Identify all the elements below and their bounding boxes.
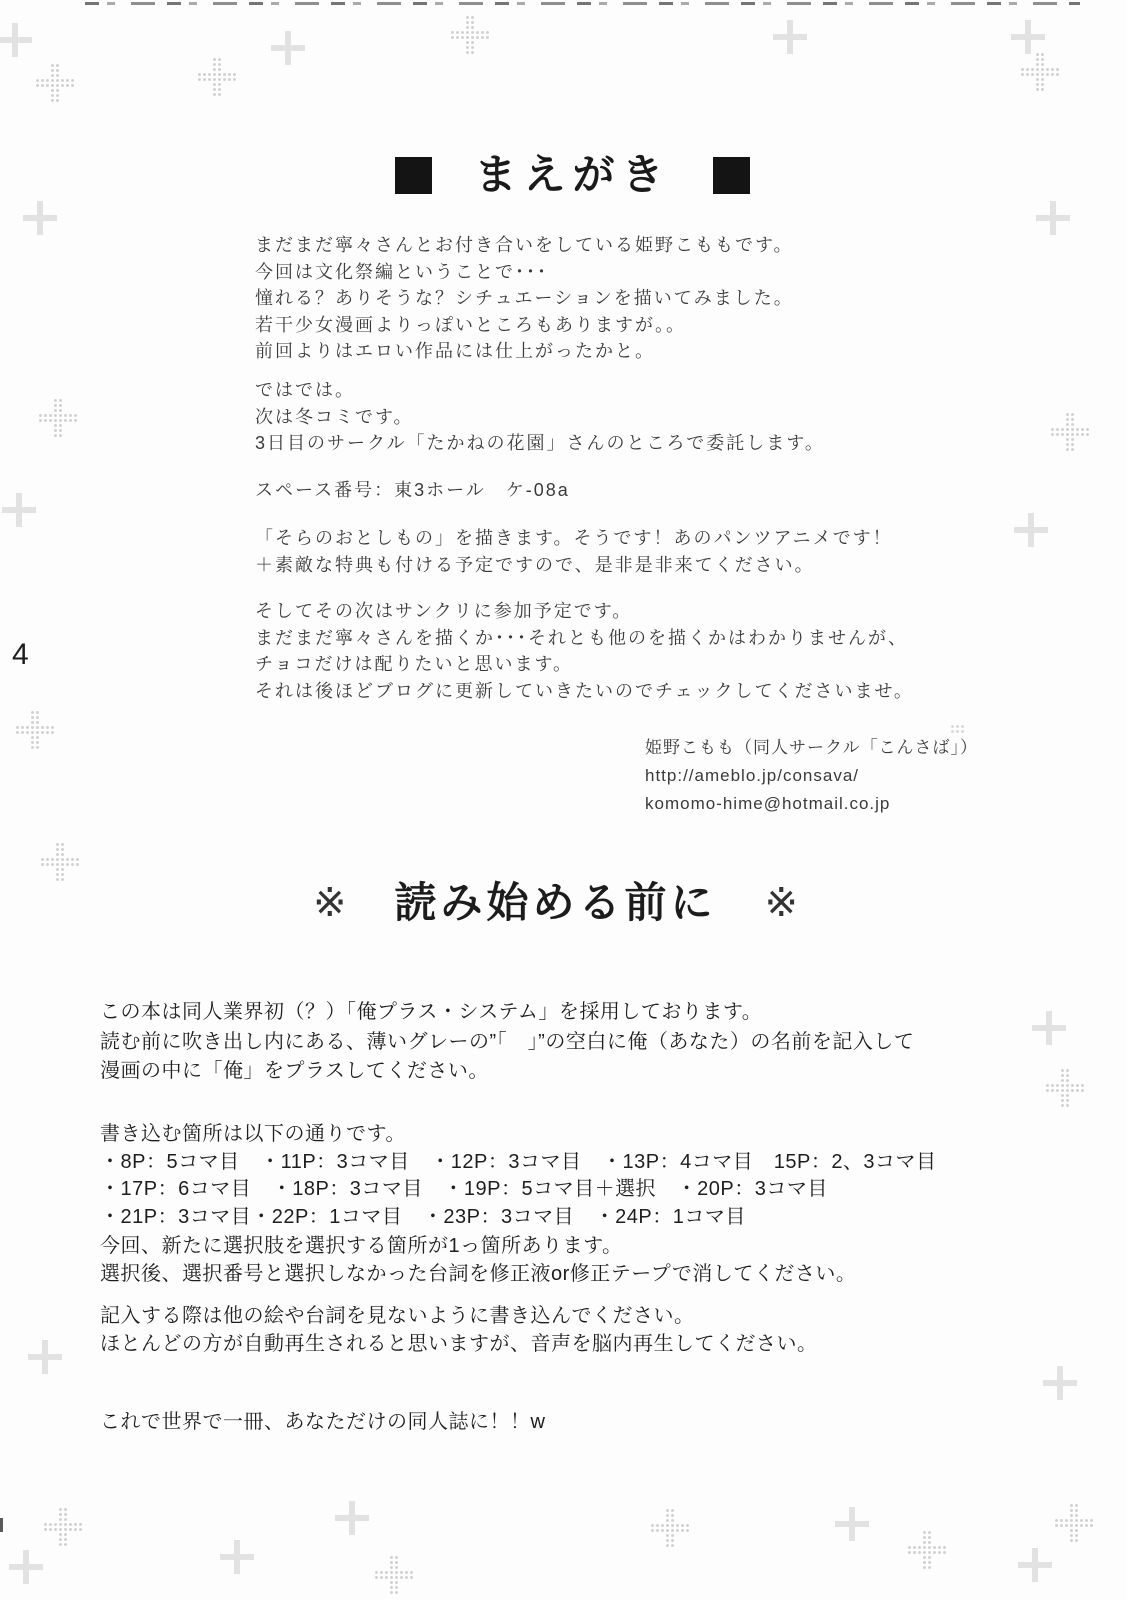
dotted-plus-decoration-icon [15, 710, 55, 750]
text-line: 次は冬コミです。 [255, 406, 414, 427]
text-line: 今回は文化祭編ということで･･･ [255, 261, 548, 282]
text-line: 「そらのおとしもの」を描きます。そうです！あのパンツアニメです！ [255, 528, 893, 548]
selection-note [100, 1232, 856, 1288]
text-line: 選択後、選択番号と選択しなかった台詞を修正液or修正テープで消してください。 [100, 1263, 857, 1285]
plus-decoration-icon [835, 1507, 869, 1541]
dotted-plus-decoration-icon [650, 1508, 690, 1548]
text-line: 記入する際は他の絵や台詞を見ないように書き込んでください。 [100, 1305, 695, 1327]
dotted-plus-decoration-icon [1045, 1068, 1085, 1108]
plus-decoration-icon [23, 201, 57, 235]
text-line: そしてその次はサンクリに参加予定です。 [255, 601, 633, 621]
scan-edge-artifact [0, 1518, 3, 1532]
plus-decoration-icon [2, 493, 36, 527]
dotted-plus-decoration-icon [35, 63, 75, 103]
text-line: 漫画の中に「俺」をプラスしてください。 [100, 1060, 489, 1082]
before-reading-title [0, 879, 1119, 926]
dotted-plus-decoration-icon [43, 1507, 83, 1547]
plus-decoration-icon [1014, 513, 1048, 547]
plus-decoration-icon [773, 20, 807, 54]
preface-heading: まえがき [474, 151, 671, 198]
dotted-plus-decoration-icon [1054, 1503, 1094, 1543]
preface-title [9, 151, 1127, 198]
fill-note [100, 1302, 818, 1358]
reference-mark-icon: ※ [312, 881, 347, 925]
plus-decoration-icon [1011, 20, 1045, 54]
plus-decoration-icon [1018, 1548, 1052, 1582]
plus-decoration-icon [1043, 1366, 1077, 1400]
plus-decoration-icon [28, 1340, 62, 1374]
black-square-icon [713, 157, 750, 194]
text-line: 読む前に吹き出し内にある、薄いグレーの”「 」”の空白に俺（あなた）の名前を記入して [100, 1030, 915, 1053]
plus-decoration-icon [9, 1550, 43, 1584]
text-line: スペース番号：東3ホール ケ-08a [255, 480, 570, 500]
black-square-icon [395, 157, 432, 194]
text-line: チョコだけは配りたいと思います。 [255, 654, 574, 674]
email-address: komomo-hime@hotmail.co.jp [645, 794, 891, 813]
plus-decoration-icon [1032, 1011, 1066, 1045]
text-line: これで世界で一冊、あなただけの同人誌に！！w [100, 1411, 546, 1433]
plus-decoration-icon [335, 1501, 369, 1535]
closing-line [100, 1408, 545, 1436]
list-item: ・8P：5コマ目 ・11P：3コマ目 ・12P：3コマ目 ・13P：4コマ目 15P：2、3コマ目 [100, 1150, 937, 1173]
text-line: それは後ほどブログに更新していきたいのでチェックしてくださいませ。 [255, 680, 914, 701]
preface-paragraph-2 [255, 377, 825, 457]
dotted-plus-decoration-icon [907, 1530, 947, 1570]
fill-in-locations-list [100, 1121, 937, 1231]
author-name: 姫野こもも（同人サークル「こんさば」） [645, 738, 978, 757]
text-line: この本は同人業界初（？）「俺プラス・システム」を採用しております。 [100, 1001, 763, 1023]
plus-decoration-icon [220, 1540, 254, 1574]
plus-decoration-icon [0, 23, 32, 57]
dotted-plus-decoration-icon [40, 842, 80, 882]
page-number: 4 [12, 638, 29, 671]
plus-decoration-icon [1036, 201, 1070, 235]
dotted-plus-decoration-icon [1020, 52, 1060, 92]
system-intro-paragraph [100, 998, 914, 1087]
text-line: まだまだ寧々さんとお付き合いをしている姫野こももです。 [255, 235, 794, 255]
space-number-line [255, 477, 570, 504]
scan-edge-artifact [85, 2, 1080, 5]
text-line: 若干少女漫画よりっぽいところもありますが。。 [255, 314, 686, 335]
text-line: ほとんどの方が自動再生されると思いますが、音声を脳内再生してください。 [100, 1333, 818, 1355]
dotted-plus-decoration-icon [450, 15, 490, 55]
text-line: ＋素敵な特典も付ける予定ですので、是非是非来てください。 [255, 554, 815, 575]
list-heading: 書き込む箇所は以下の通りです。 [100, 1123, 406, 1145]
text-line: 今回、新たに選択肢を選択する箇所が1っ箇所あります。 [100, 1235, 623, 1257]
preface-paragraph-1 [255, 232, 794, 365]
dotted-plus-decoration-icon [197, 57, 237, 97]
before-reading-heading: 読み始める前に [394, 879, 717, 926]
text-line: 憧れる？ありそうな？シチュエーションを描いてみました。 [255, 288, 794, 308]
list-item: ・21P：3コマ目・22P：1コマ目 ・23P：3コマ目 ・24P：1コマ目 [100, 1205, 746, 1228]
text-line: 前回よりはエロい作品には仕上がったかと。 [255, 341, 655, 361]
text-line: まだまだ寧々さんを描くか･･･それとも他のを描くかはわかりませんが、 [255, 627, 908, 648]
preface-paragraph-4 [255, 598, 914, 704]
plus-decoration-icon [271, 31, 305, 65]
text-line: 3日目のサークル「たかねの花園」さんのところで委託します。 [255, 433, 825, 453]
blog-url: http://ameblo.jp/consava/ [645, 766, 860, 785]
dotted-plus-decoration-icon [38, 398, 78, 438]
text-line: ではでは。 [255, 380, 355, 400]
signature-block [645, 734, 978, 818]
preface-paragraph-3 [255, 525, 893, 578]
dotted-plus-decoration-icon [374, 1555, 414, 1595]
dotted-plus-decoration-icon [1050, 412, 1090, 452]
reference-mark-icon: ※ [764, 881, 799, 925]
list-item: ・17P：6コマ目 ・18P：3コマ目 ・19P：5コマ目＋選択 ・20P：3コマ目 [100, 1178, 828, 1200]
